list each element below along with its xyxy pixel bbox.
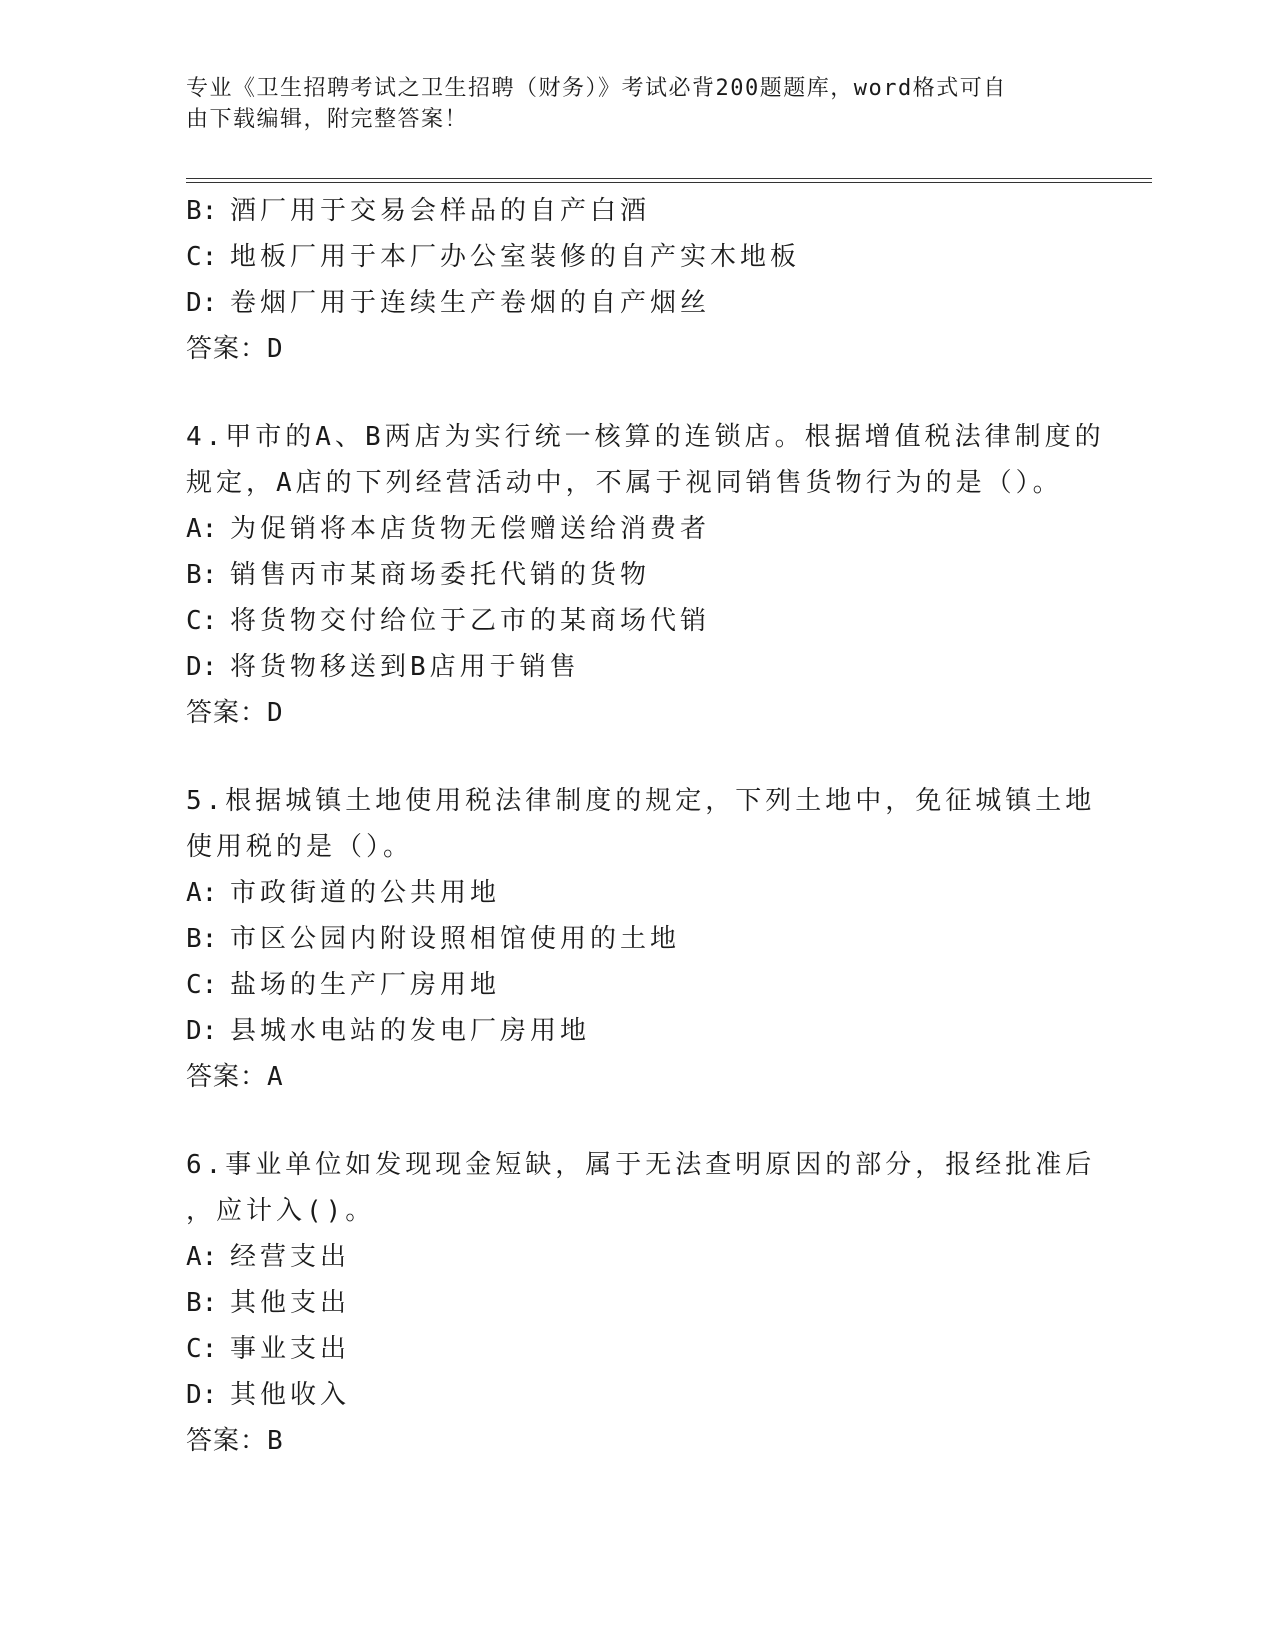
option-text: 事业支出 — [230, 1334, 351, 1364]
answer: 答案：B — [186, 1426, 284, 1456]
option-text: 销售丙市某商场委托代销的货物 — [230, 560, 651, 590]
option-a — [186, 1234, 1086, 1280]
option-c — [186, 1326, 1086, 1372]
option-d — [186, 280, 1086, 326]
option-c — [186, 962, 1086, 1008]
option-text: 盐场的生产厂房用地 — [230, 970, 501, 1000]
option-text: 其他收入 — [230, 1380, 351, 1410]
option-d — [186, 1008, 1086, 1054]
question-text-line-2: 规定，A店的下列经营活动中，不属于视同销售货物行为的是（）。 — [186, 468, 1063, 498]
answer: 答案：D — [186, 698, 284, 728]
answer: 答案：D — [186, 334, 284, 364]
option-letter: D: — [186, 1380, 218, 1410]
option-letter: B: — [186, 560, 218, 590]
header-line-1: 专业《卫生招聘考试之卫生招聘（财务）》考试必背200题题库，word格式可自 — [186, 76, 1007, 101]
question-text-line-2: 使用税的是（）。 — [186, 832, 414, 862]
question-text-line-1: 4.甲市的A、B两店为实行统一核算的连锁店。根据增值税法律制度的 — [186, 422, 1105, 452]
option-b — [186, 1280, 1086, 1326]
question-text-line-2: ，应计入()。 — [186, 1196, 376, 1226]
option-letter: C: — [186, 606, 218, 636]
document-header — [186, 73, 1066, 135]
question-3 — [186, 188, 1086, 372]
option-text: 为促销将本店货物无偿赠送给消费者 — [230, 514, 711, 544]
option-text: 经营支出 — [230, 1242, 351, 1272]
option-letter: D: — [186, 288, 218, 318]
option-text: 市政街道的公共用地 — [230, 878, 501, 908]
option-letter: C: — [186, 242, 218, 272]
option-letter: B: — [186, 924, 218, 954]
header-line-2: 由下载编辑，附完整答案！ — [186, 107, 469, 132]
option-text: 将货物交付给位于乙市的某商场代销 — [230, 606, 711, 636]
option-text: 县城水电站的发电厂房用地 — [230, 1016, 591, 1046]
question-text-line-1: 6.事业单位如发现现金短缺，属于无法查明原因的部分，报经批准后 — [186, 1150, 1096, 1180]
question-list — [186, 188, 1105, 1506]
option-letter: A: — [186, 1242, 218, 1272]
option-letter: B: — [186, 1288, 218, 1318]
question-4 — [186, 414, 1105, 736]
option-letter: D: — [186, 652, 218, 682]
header-divider — [186, 178, 1152, 183]
option-a — [186, 870, 1086, 916]
option-letter: C: — [186, 1334, 218, 1364]
option-c — [186, 598, 1086, 644]
option-letter: B: — [186, 196, 218, 226]
option-letter: A: — [186, 514, 218, 544]
option-letter: A: — [186, 878, 218, 908]
option-text: 酒厂用于交易会样品的自产白酒 — [230, 196, 651, 226]
option-a — [186, 506, 1086, 552]
option-b — [186, 552, 1086, 598]
option-b — [186, 188, 1086, 234]
option-c — [186, 234, 1086, 280]
answer: 答案：A — [186, 1062, 284, 1092]
option-text: 市区公园内附设照相馆使用的土地 — [230, 924, 681, 954]
option-letter: C: — [186, 970, 218, 1000]
question-6 — [186, 1142, 1096, 1464]
option-letter: D: — [186, 1016, 218, 1046]
option-d — [186, 1372, 1086, 1418]
option-d — [186, 644, 1086, 690]
question-5 — [186, 778, 1096, 1100]
option-b — [186, 916, 1086, 962]
option-text: 卷烟厂用于连续生产卷烟的自产烟丝 — [230, 288, 711, 318]
option-text: 地板厂用于本厂办公室装修的自产实木地板 — [230, 242, 801, 272]
option-text: 将货物移送到B店用于销售 — [230, 652, 580, 682]
option-text: 其他支出 — [230, 1288, 351, 1318]
question-text-line-1: 5.根据城镇土地使用税法律制度的规定，下列土地中，免征城镇土地 — [186, 786, 1096, 816]
